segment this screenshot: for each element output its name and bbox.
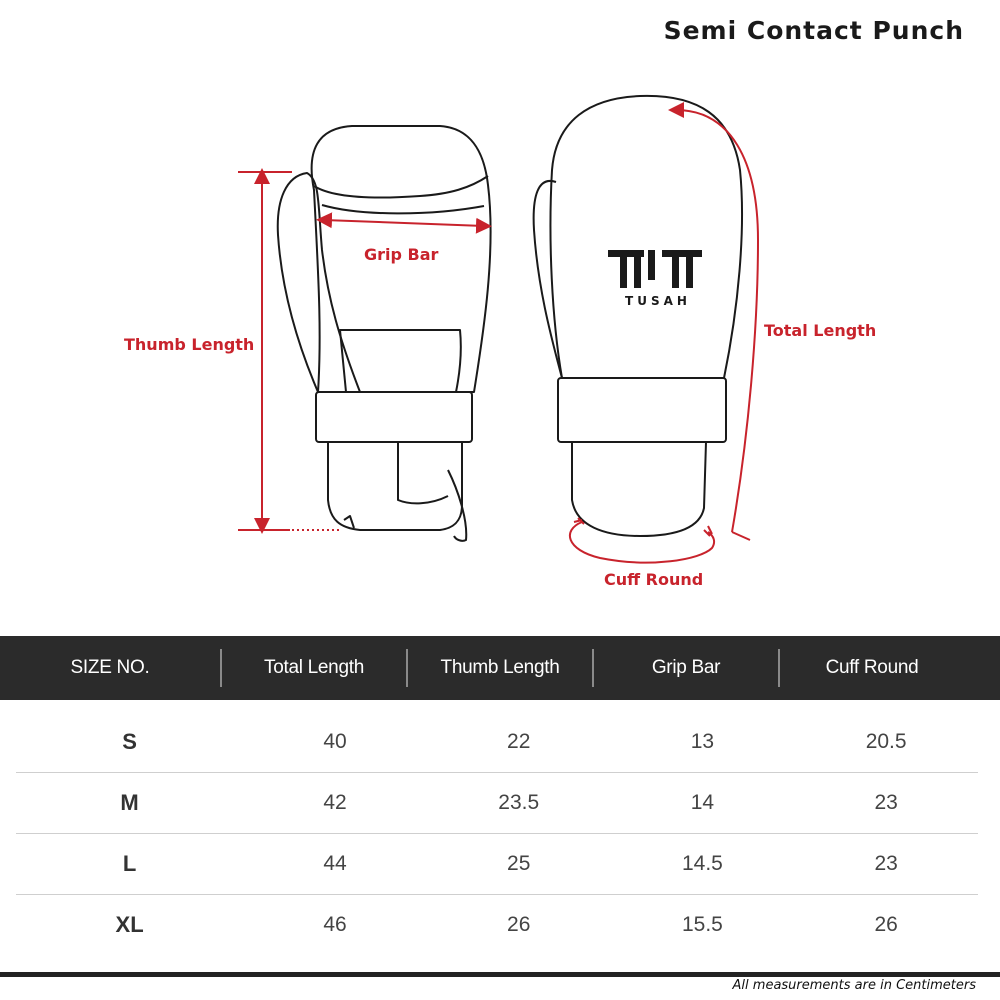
thumb-length-cell: 22 xyxy=(507,730,531,753)
brand-name: TUSAH xyxy=(625,294,691,308)
table-row xyxy=(16,773,978,834)
total-length-label: Total Length xyxy=(764,321,877,340)
page-title: Semi Contact Punch xyxy=(663,16,964,45)
grip-bar-dimension xyxy=(324,220,484,226)
header-thumb-length: Thumb Length xyxy=(440,657,560,678)
left-glove-side-view xyxy=(278,126,491,541)
grip-bar-cell: 13 xyxy=(690,730,715,753)
cuff-round-cell: 26 xyxy=(874,913,898,936)
thumb-length-cell: 25 xyxy=(507,852,531,875)
size-table-body xyxy=(16,712,978,955)
header-size-no: SIZE NO. xyxy=(70,657,150,678)
cuff-round-cell: 20.5 xyxy=(865,730,907,753)
cuff-round-cell: 23 xyxy=(874,852,898,875)
table-row xyxy=(16,834,978,895)
total-length-cell: 42 xyxy=(323,791,347,814)
total-length-cell: 40 xyxy=(323,730,347,753)
header-grip-bar: Grip Bar xyxy=(651,657,721,678)
total-length-cell: 46 xyxy=(323,913,347,936)
header-cuff-round: Cuff Round xyxy=(825,657,919,678)
grip-bar-label: Grip Bar xyxy=(364,245,439,264)
thumb-length-cell: 23.5 xyxy=(498,791,540,814)
bottom-divider xyxy=(0,972,1000,977)
grip-bar-cell: 14 xyxy=(690,791,715,814)
thumb-length-label: Thumb Length xyxy=(124,335,255,354)
grip-bar-cell: 15.5 xyxy=(681,913,723,936)
tusah-logo xyxy=(608,250,702,288)
size-cell: XL xyxy=(115,912,144,937)
total-length-dimension xyxy=(676,110,758,540)
right-glove-back-view xyxy=(534,96,742,536)
size-cell: L xyxy=(122,851,137,876)
cuff-round-cell: 23 xyxy=(874,791,898,814)
size-table-header xyxy=(0,636,1000,700)
table-row xyxy=(16,895,978,955)
size-cell: M xyxy=(120,790,139,815)
total-length-cell: 44 xyxy=(323,852,347,875)
header-total-length: Total Length xyxy=(264,657,364,678)
measurement-footnote: All measurements are in Centimeters xyxy=(732,978,976,993)
table-row xyxy=(16,712,978,773)
cuff-round-label: Cuff Round xyxy=(604,570,704,589)
size-cell: S xyxy=(122,729,137,754)
thumb-length-cell: 26 xyxy=(507,913,531,936)
grip-bar-cell: 14.5 xyxy=(681,852,723,875)
